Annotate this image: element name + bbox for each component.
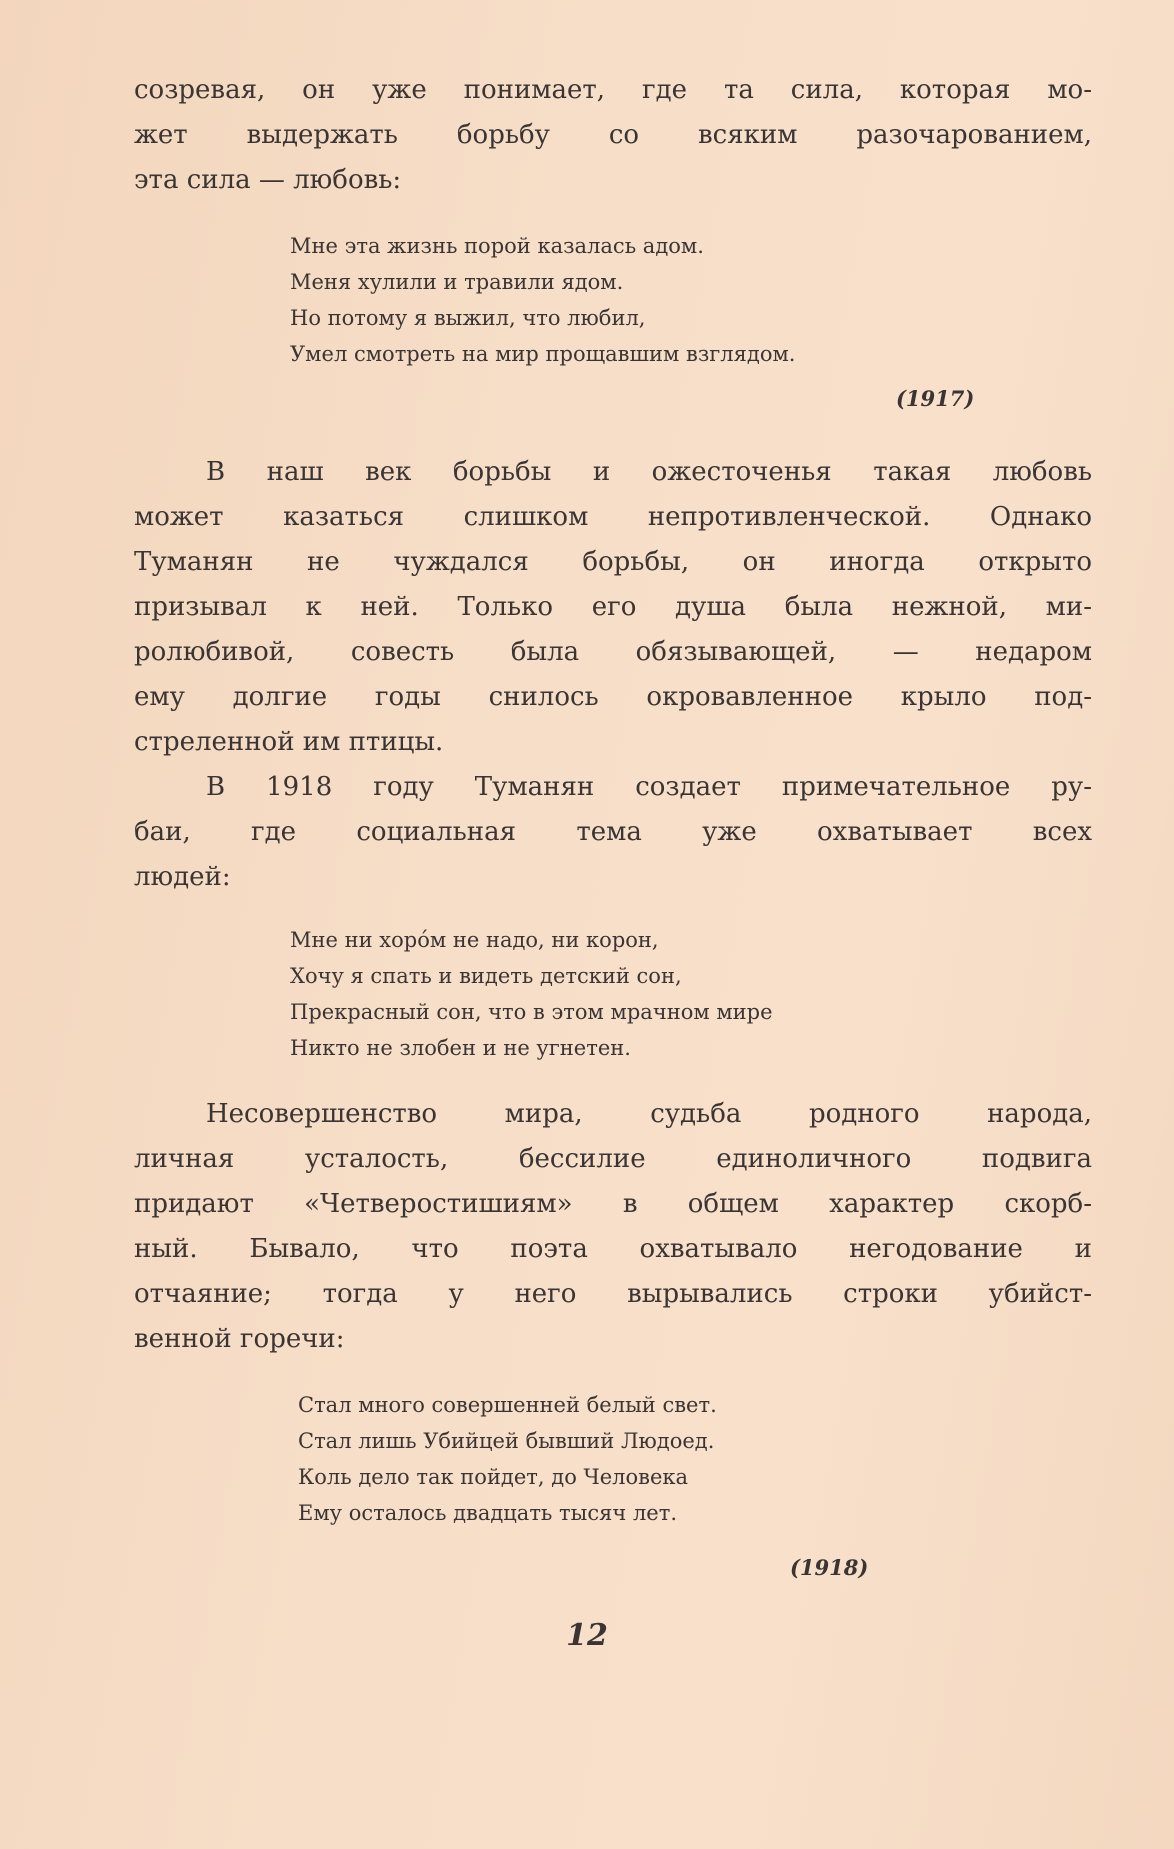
verse-line: Хочу я спать и видеть детский сон, <box>290 964 682 988</box>
text-line: В 1918 году Туманян создает примечательное ру- <box>206 772 1092 802</box>
text-line: В наш век борьбы и ожесточенья такая любовь <box>206 457 1092 487</box>
text-line: ный. Бывало, что поэта охватывало негодование и <box>134 1234 1092 1264</box>
verse-line: Но потому я выжил, что любил, <box>290 306 646 330</box>
quatrain-1 <box>290 228 795 372</box>
verse-line: Коль дело так пойдет, до Человека <box>298 1465 689 1489</box>
text-line: людей: <box>134 862 231 892</box>
text-line: ему долгие годы снилось окровавленное крыло под- <box>134 682 1092 712</box>
page-number: 12 <box>566 1618 608 1653</box>
text-line: эта сила — любовь: <box>134 165 402 195</box>
text-line: жет выдержать борьбу со всяким разочарованием, <box>134 120 1092 150</box>
paragraph-intro <box>134 68 1092 203</box>
paragraph-1 <box>134 450 1092 765</box>
verse-line: Ему осталось двадцать тысяч лет. <box>298 1501 678 1525</box>
verse-line: Мне эта жизнь порой казалась адом. <box>290 234 704 258</box>
text-line: стреленной им птицы. <box>134 727 444 757</box>
verse-line: Прекрасный сон, что в этом мрачном мире <box>290 1000 773 1024</box>
text-line: венной горечи: <box>134 1324 345 1354</box>
verse-line: Стал много совершенней белый свет. <box>298 1393 717 1417</box>
verse-line: Мне ни хоро́м не надо, ни корон, <box>290 928 659 952</box>
text-line: придают «Четверостишиям» в общем характер скорб- <box>134 1189 1092 1219</box>
text-line: призывал к ней. Только его душа была нежной, ми- <box>134 592 1092 622</box>
verse-line: Стал лишь Убийцей бывший Людоед. <box>298 1429 715 1453</box>
text-line: личная усталость, бессилие единоличного подвига <box>134 1144 1092 1174</box>
verse-line: Меня хулили и травили ядом. <box>290 270 624 294</box>
paragraph-3 <box>134 1092 1092 1362</box>
text-line: отчаяние; тогда у него вырывались строки убийст- <box>134 1279 1092 1309</box>
verse-line: Никто не злобен и не угнетен. <box>290 1036 631 1060</box>
verse-line: Умел смотреть на мир прощавшим взглядом. <box>290 342 796 366</box>
text-line: Несовершенство мира, судьба родного народа, <box>206 1099 1092 1129</box>
text-line: созревая, он уже понимает, где та сила, которая мо- <box>134 75 1092 105</box>
quatrain-3 <box>298 1387 717 1531</box>
quatrain-2 <box>290 922 773 1066</box>
poem-year: (1917) <box>896 386 975 411</box>
paragraph-2 <box>134 765 1092 900</box>
text-line: баи, где социальная тема уже охватывает всех <box>134 817 1092 847</box>
poem-year: (1918) <box>790 1555 869 1580</box>
text-line: ролюбивой, совесть была обязывающей, — недаром <box>134 637 1092 667</box>
text-line: Туманян не чуждался борьбы, он иногда открыто <box>134 547 1092 577</box>
text-line: может казаться слишком непротивленческой. Однако <box>134 502 1092 532</box>
